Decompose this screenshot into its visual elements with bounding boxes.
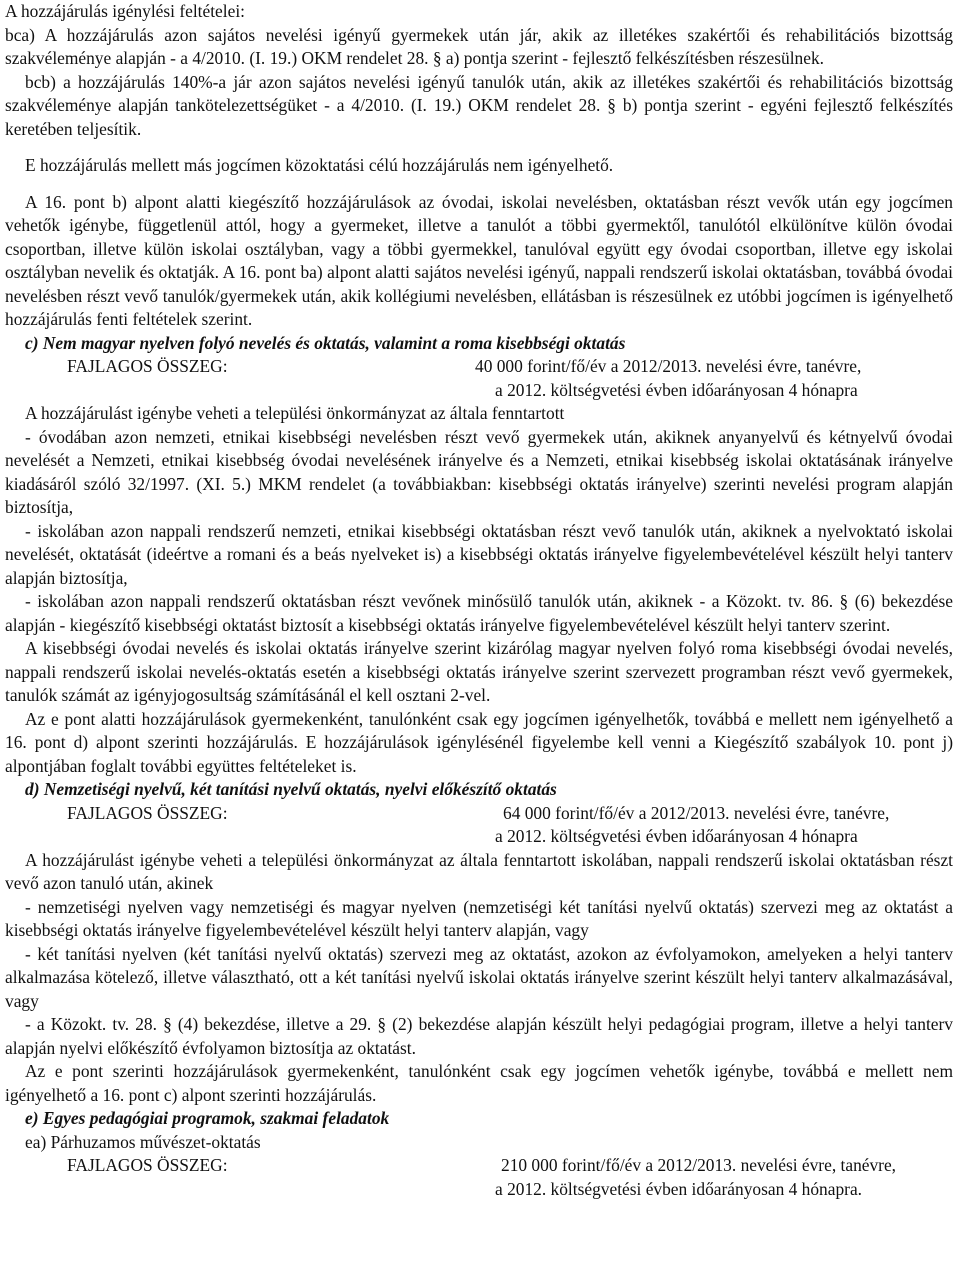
fee-label: FAJLAGOS ÖSSZEG:	[67, 356, 228, 376]
fee-block-d	[5, 802, 953, 849]
paragraph: - iskolában azon nappali rendszerű nemzeti, etnikai kisebbségi oktatásban részt vevő tanulók után, akiknek a nyelvoktató iskolai nevelését, oktatását (ideértve a romani és a beás nyelveket is) a kisebbségi oktatás irányelve figyelembevételével készült helyi tanterv alapján biztosítja,	[5, 520, 953, 588]
fee-period: a 2012. költségvetési évben időarányosan 4 hónapra	[495, 826, 858, 846]
paragraph: A kisebbségi óvodai nevelés és iskolai oktatás irányelve szerint kizárólag magyar nyelven folyó roma kisebbségi óvodai nevelés, nappali rendszerű iskolai nevelés-oktatás esetén a kisebbségi oktatás irányelve szerint szervezett programban részt vevő gyermekek, tanulók számát az igényjogosultság számításánál el kell osztani 2-vel.	[5, 638, 953, 705]
paragraph-bca: bca) A hozzájárulás azon sajátos nevelési igényű gyermekek után jár, akik az illetékes szakértői és rehabilitációs bizottság szakvéleménye alapján - a 4/2010. (I. 19.) OKM rendelet 28. § a) pontja szerint - fejlesztő felkészítésben részesülnek.	[5, 24, 953, 68]
heading-section-c: c) Nem magyar nyelven folyó nevelés és oktatás, valamint a roma kisebbségi oktatás	[25, 332, 626, 353]
heading-section-d: d) Nemzetiségi nyelvű, két tanítási nyelvű oktatás, nyelvi előkészítő oktatás	[25, 779, 557, 799]
fee-block-e	[5, 1154, 953, 1201]
subheading-ea: ea) Párhuzamos művészet-oktatás	[25, 1131, 261, 1152]
fee-label: FAJLAGOS ÖSSZEG:	[67, 802, 228, 823]
paragraph: - két tanítási nyelven (két tanítási nyelvű oktatás) szervezi meg az oktatást, azokon az évfolyamokon, amelyeken a helyi tanterv alkalmazása kötelező, illetve választható, ott a két tanítási nyelvű iskolai oktatás irányelve szerint készült helyi tanterv alkalmazásával, vagy	[5, 943, 953, 1011]
paragraph: A hozzájárulást igénybe veheti a települési önkormányzat az általa fenntartott iskolában, nappali rendszerű iskolai oktatásban részt vevő azon tanuló után, akinek	[5, 849, 953, 893]
paragraph-point-16b: A 16. pont b) alpont alatti kiegészítő hozzájárulások az óvodai, iskolai nevelésben, oktatásban részt vevők után egy jogcímen vehetők igénybe, függetlenül attól, hogy a gyermeket, illetve a tanulót a többi gyermektől, tanulótól elkülönítve külön óvodai csoportban, illetve külön iskolai osztályban, vagy a többi gyermekkel, tanulóval együtt egy óvodai csoportban, illetve egy iskolai osztályban nevelik és oktatják. A 16. pont ba) alpont alatti sajátos nevelési igényű, nappali rendszerű iskolai oktatásban, továbbá óvodai nevelésben részt vevő tanulók/gyermekek után, akik kollégiumi nevelésben, ellátásban is részesülnek ez utóbbi jogcímen is igényelhető hozzájárulás fenti feltételek szerint.	[5, 191, 953, 329]
fee-label: FAJLAGOS ÖSSZEG:	[67, 1155, 228, 1175]
paragraph: Az e pont alatti hozzájárulások gyermekenként, tanulónként csak egy jogcímen igényelhetők, továbbá e mellett nem igényelhető a 16. pont d) alpont szerinti hozzájárulás. E hozzájárulások igénylésénél figyelembe kell venni a Kiegészítő szabályok 10. pont j) alpontjában foglalt további együttes feltételeket is.	[5, 708, 953, 776]
fee-block-c	[5, 355, 953, 402]
paragraph: - nemzetiségi nyelven vagy nemzetiségi és magyar nyelven (nemzetiségi két tanítási nyelvű oktatás) szervezi meg az oktatást a kisebbségi oktatás irányelve figyelembevételével készült helyi tanterv alapján, vagy	[5, 896, 953, 940]
paragraph: - óvodában azon nemzeti, etnikai kisebbségi nevelésben részt vevő gyermekek után, akiknek anyanyelvű és kétnyelvű óvodai nevelését a Nemzeti, etnikai kisebbség óvodai nevelésének irányelve és a Nemzeti, etnikai kisebbség iskolai oktatásának irányelve kiadásáról szóló 32/1997. (XI. 5.) MKM rendelet (a továbbiakban: kisebbségi oktatás irányelve) szerinti nevelési program alapján biztosítja,	[5, 426, 953, 517]
paragraph: - a Közokt. tv. 28. § (4) bekezdése, illetve a 29. § (2) bekezdése alapján készült helyi pedagógiai program, illetve a helyi tanterv alapján nyelvi előkészítő évfolyamon biztosítja az oktatást.	[5, 1014, 953, 1058]
section-title: A hozzájárulás igénylési feltételei:	[5, 1, 245, 21]
document-page	[5, 0, 953, 1201]
fee-amount: 40 000 forint/fő/év a 2012/2013. nevelési évre, tanévre,	[475, 356, 862, 376]
paragraph: - iskolában azon nappali rendszerű oktatásban részt vevőnek minősülő tanulók után, akiknek - a Közokt. tv. 86. § (6) bekezdése alapján - kiegészítő kisebbségi oktatást biztosít a kisebbségi oktatás irányelve figyelembevételével készült helyi tanterv szerint.	[5, 591, 953, 635]
paragraph-bcb: bcb) a hozzájárulás 140%-a jár azon sajátos nevelési igényű tanulók után, akik az illetékes szakértői és rehabilitációs bizottság szakvéleménye alapján tankötelezettségüket - a 4/2010. (I. 19.) OKM rendelet 28. § b) pontja szerint - egyéni fejlesztő felkészítés keretében teljesítik.	[5, 71, 953, 139]
fee-period: a 2012. költségvetési évben időarányosan 4 hónapra.	[495, 1178, 863, 1199]
paragraph: Az e pont szerinti hozzájárulások gyermekenként, tanulónként csak egy jogcímen vehetők igénybe, továbbá e mellett nem igényelhető a 16. pont c) alpont szerinti hozzájárulás.	[5, 1061, 953, 1105]
paragraph-no-other: E hozzájárulás mellett más jogcímen közoktatási célú hozzájárulás nem igényelhető.	[25, 155, 614, 175]
fee-amount: 210 000 forint/fő/év a 2012/2013. nevelési évre, tanévre,	[501, 1155, 897, 1175]
heading-section-e: e) Egyes pedagógiai programok, szakmai feladatok	[25, 1108, 390, 1128]
paragraph: A hozzájárulást igénybe veheti a települési önkormányzat az általa fenntartott	[25, 403, 565, 423]
fee-amount: 64 000 forint/fő/év a 2012/2013. nevelési évre, tanévre,	[503, 802, 890, 823]
fee-period: a 2012. költségvetési évben időarányosan 4 hónapra	[495, 379, 858, 400]
